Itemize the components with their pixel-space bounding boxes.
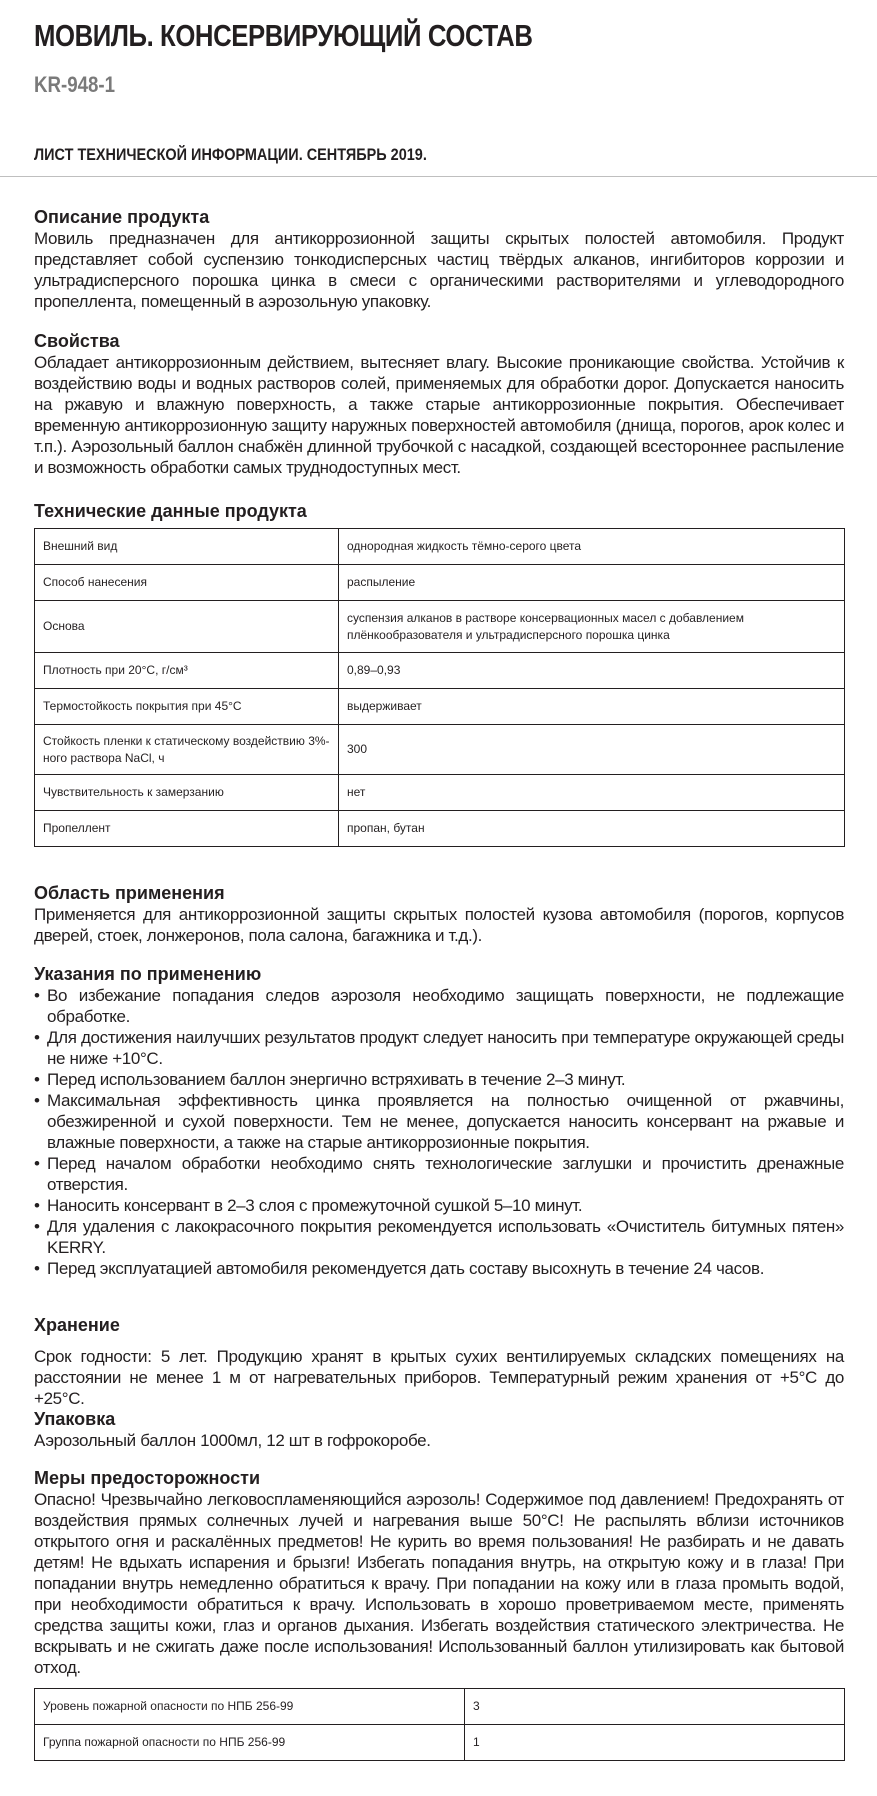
section-text: Мовиль предназначен для антикоррозионной защиты скрытых полостей автомобиля. Продукт представляет собой суспензию тонкодисперсных частиц твёрдых алканов, ингибиторов коррозии и ультрадисперсного порошка цинка в смеси с органическими растворителями и углеводородного пропеллента, помещенный в аэрозольную упаковку. — [34, 229, 844, 311]
table-row — [35, 725, 845, 775]
table-cell-value: 3 — [465, 1689, 845, 1725]
table-row — [35, 565, 845, 601]
table-cell-value: выдерживает — [339, 689, 845, 725]
section-heading: Меры предосторожности — [34, 1468, 261, 1488]
table-row — [35, 529, 845, 565]
table-cell-key: Термостойкость покрытия при 45°С — [35, 689, 339, 725]
table-cell-key: Уровень пожарной опасности по НПБ 256-99 — [35, 1689, 465, 1725]
table-cell-key: Внешний вид — [35, 529, 339, 565]
sheet-subtitle: ЛИСТ ТЕХНИЧЕСКОЙ ИНФОРМАЦИИ. СЕНТЯБРЬ 2019. — [34, 145, 427, 164]
list-item: • Перед использованием баллон энергично встряхивать в течение 2–3 минут. — [34, 1069, 844, 1090]
section-packaging — [34, 1408, 844, 1451]
table-cell-key: Способ нанесения — [35, 565, 339, 601]
table-cell-value: 0,89–0,93 — [339, 653, 845, 689]
table-cell-value: нет — [339, 775, 845, 811]
section-text: Срок годности: 5 лет. Продукцию хранят в крытых сухих вентилируемых складских помещениях на расстоянии не менее 1 м от нагревательных приборов. Температурный режим хранения от +5°С до +25°С. — [34, 1347, 844, 1408]
table-cell-value: распыление — [339, 565, 845, 601]
list-item: • Перед началом обработки необходимо снять технологические заглушки и прочистить дренажные отверстия. — [34, 1153, 844, 1195]
table-row — [35, 601, 845, 653]
fire-hazard-table — [34, 1688, 845, 1761]
table-row — [35, 689, 845, 725]
list-item: • Во избежание попадания следов аэрозоля необходимо защищать поверхности, не подлежащие обработке. — [34, 985, 844, 1027]
header-divider — [0, 176, 877, 177]
section-precautions — [34, 1467, 844, 1678]
table-row — [35, 653, 845, 689]
section-fire-hazard — [34, 1688, 844, 1761]
table-cell-value: пропан, бутан — [339, 811, 845, 847]
section-text: Применяется для антикоррозионной защиты скрытых полостей кузова автомобиля (порогов, корпусов дверей, стоек, лонжеронов, пола салона, багажника и т.д.). — [34, 905, 844, 945]
section-storage — [34, 1314, 844, 1409]
section-text: Аэрозольный баллон 1000мл, 12 шт в гофрокоробе. — [34, 1431, 431, 1450]
table-cell-key: Чувствительность к замерзанию — [35, 775, 339, 811]
section-instructions — [34, 963, 844, 1279]
table-cell-key: Группа пожарной опасности по НПБ 256-99 — [35, 1725, 465, 1761]
list-item: • Для достижения наилучших результатов продукт следует наносить при температуре окружающей среды не ниже +10°С. — [34, 1027, 844, 1069]
section-heading: Свойства — [34, 331, 120, 351]
table-row — [35, 775, 845, 811]
table-cell-value: однородная жидкость тёмно-серого цвета — [339, 529, 845, 565]
section-application — [34, 882, 844, 946]
table-cell-key: Пропеллент — [35, 811, 339, 847]
table-cell-value: суспензия алканов в растворе консервационных масел с добавлением плёнкообразователя и ультрадисперсного порошка цинка — [339, 601, 845, 653]
section-text: Обладает антикоррозионным действием, вытесняет влагу. Высокие проникающие свойства. Устойчив к воздействию воды и водных растворов солей, применяемых для обработки дорог. Допускается наносить на ржавую и влажную поверхность, а также старые антикоррозионные покрытия. Обеспечивает временную антикоррозионную защиту наружных поверхностей автомобиля (днища, порогов, арок колес и т.п.). Аэрозольный баллон снабжён длинной трубочкой с насадкой, создающей всестороннее распыление и возможность обработки самых труднодоступных мест. — [34, 353, 844, 477]
section-description — [34, 206, 844, 312]
list-item: • Для удаления с лакокрасочного покрытия рекомендуется использовать «Очиститель битумных пятен» KERRY. — [34, 1216, 844, 1258]
section-tech-data — [34, 500, 844, 847]
section-heading: Указания по применению — [34, 964, 262, 984]
section-heading: Технические данные продукта — [34, 501, 307, 521]
document-title: МОВИЛЬ. КОНСЕРВИРУЮЩИЙ СОСТАВ — [34, 18, 533, 53]
table-row — [35, 1725, 845, 1761]
section-properties — [34, 330, 844, 478]
tech-data-table — [34, 528, 845, 847]
table-cell-key: Стойкость пленки к статическому воздействию 3%-ного раствора NaCl, ч — [35, 725, 339, 775]
table-cell-value: 300 — [339, 725, 845, 775]
list-item: • Перед эксплуатацией автомобиля рекомендуется дать составу высохнуть в течение 24 часов. — [34, 1258, 844, 1279]
section-heading: Описание продукта — [34, 207, 210, 227]
instructions-list — [34, 985, 844, 1279]
table-cell-value: 1 — [465, 1725, 845, 1761]
table-cell-key: Основа — [35, 601, 339, 653]
section-heading: Упаковка — [34, 1409, 116, 1429]
product-code: KR-948-1 — [34, 72, 116, 97]
table-row — [35, 811, 845, 847]
table-row — [35, 1689, 845, 1725]
table-cell-key: Плотность при 20°С, г/см³ — [35, 653, 339, 689]
list-item: • Максимальная эффективность цинка проявляется на полностью очищенной от ржавчины, обезжиренной и сухой поверхности. Тем не менее, допускается наносить консервант на ржавые и влажные поверхности, а также на старые антикоррозионные покрытия. — [34, 1090, 844, 1153]
section-heading: Область применения — [34, 883, 225, 903]
list-item: • Наносить консервант в 2–3 слоя с промежуточной сушкой 5–10 минут. — [34, 1195, 844, 1216]
section-text: Опасно! Чрезвычайно легковоспламеняющийся аэрозоль! Содержимое под давлением! Предохранять от воздействия прямых солнечных лучей и нагревания выше 50°С! Не распылять вблизи источников открытого огня и раскалённых предметов! Не курить во время пользования! Не разбирать и не давать детям! Не вдыхать испарения и брызги! Избегать попадания внутрь, на открытую кожу и в глаза! При попадании внутрь немедленно обратиться к врачу. При попадании на кожу или в глаза промыть водой, при необходимости обратиться к врачу. Использовать в хорошо проветриваемом месте, применять средства защиты кожи, глаз и органов дыхания. Избегать воздействия статического электричества. Не вскрывать и не сжигать даже после использования! Использованный баллон утилизировать как бытовой отход. — [34, 1490, 844, 1677]
section-heading: Хранение — [34, 1315, 120, 1335]
